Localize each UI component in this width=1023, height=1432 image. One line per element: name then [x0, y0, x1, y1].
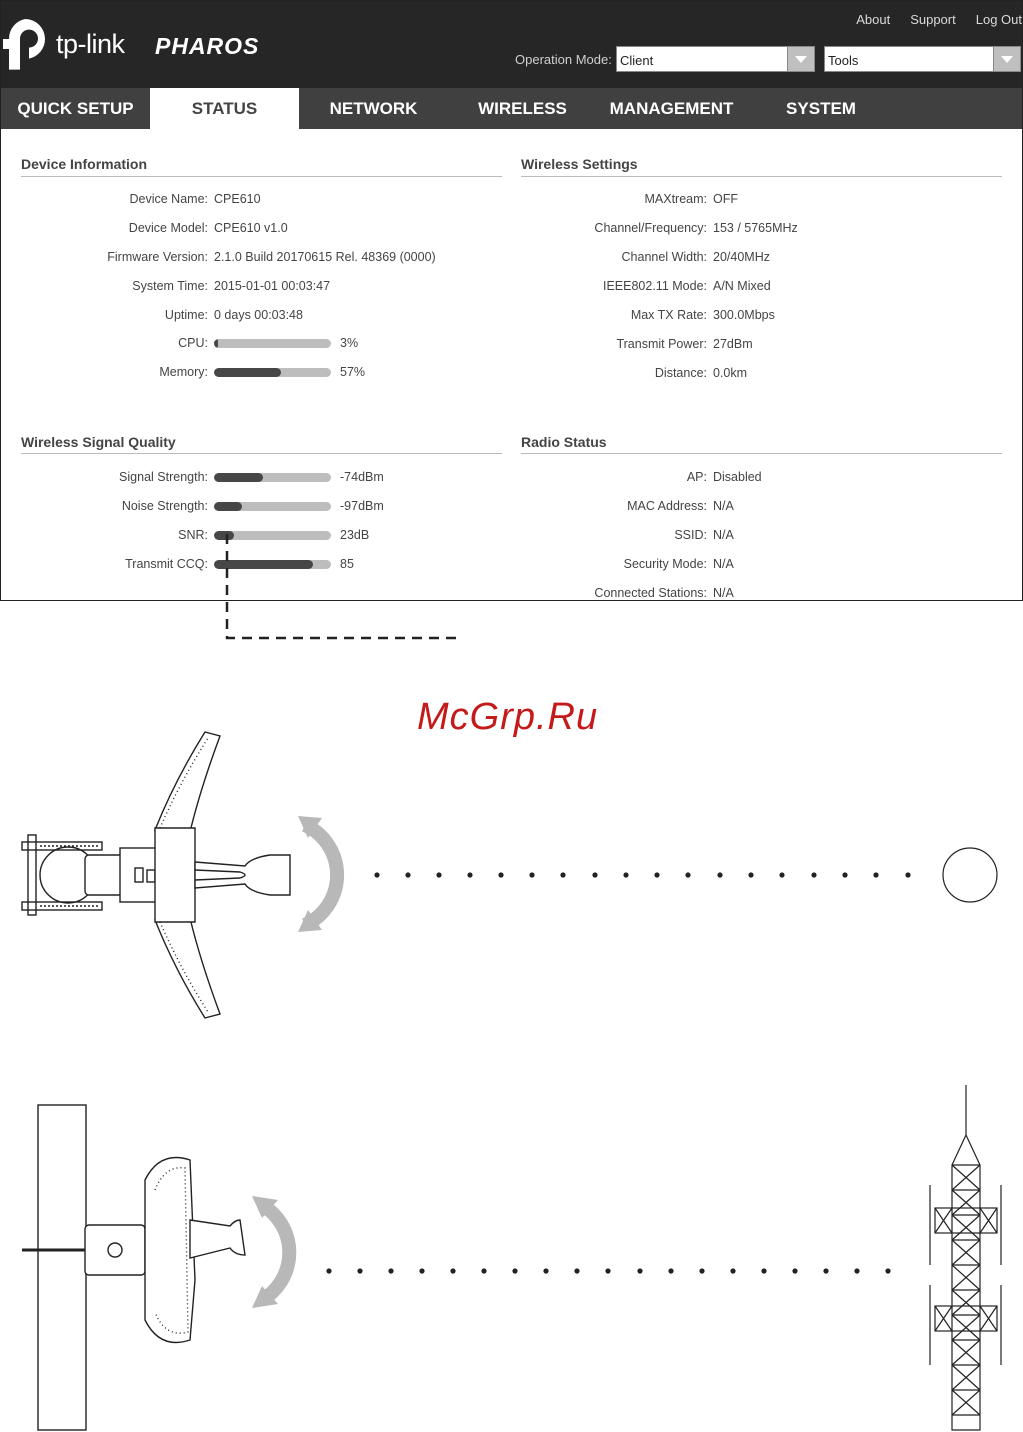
field-value: CPE610: [214, 192, 261, 206]
tab-system[interactable]: SYSTEM: [786, 99, 856, 118]
field-value: -74dBm: [340, 470, 384, 484]
field-label: Channel/Frequency:: [594, 221, 707, 235]
wall-mount-alignment-illustration: [0, 1080, 1023, 1432]
watermark-text: McGrp.Ru: [417, 696, 599, 738]
field-label: Distance:: [654, 366, 707, 380]
cpu-label: CPU:: [178, 336, 208, 350]
field-value: 2.1.0 Build 20170615 Rel. 48369 (0000): [214, 250, 436, 264]
field-label: SNR:: [178, 528, 208, 542]
field-value: A/N Mixed: [713, 279, 771, 293]
field-label: Transmit Power:: [616, 337, 707, 351]
radio-status-title: Radio Status: [521, 434, 607, 450]
field-label: IEEE802.11 Mode:: [602, 279, 707, 293]
tab-wireless[interactable]: WIRELESS: [478, 99, 567, 118]
field-label: Security Mode:: [623, 557, 707, 571]
field-label: Noise Strength:: [121, 499, 208, 513]
field-value: 20/40MHz: [713, 250, 770, 264]
memory-label: Memory:: [159, 365, 208, 379]
field-label: Firmware Version:: [107, 250, 208, 264]
field-value: 153 / 5765MHz: [713, 221, 798, 235]
snr-callout-line: [0, 0, 1023, 650]
tower-icon: [930, 1085, 1001, 1430]
operation-mode-value: Client: [620, 53, 654, 68]
field-value: N/A: [713, 586, 734, 600]
brand-name: tp-link: [56, 29, 125, 59]
field-value: 300.0Mbps: [713, 308, 775, 322]
field-value: 0 days 00:03:48: [214, 308, 303, 322]
tab-management[interactable]: MANAGEMENT: [609, 99, 734, 118]
support-link[interactable]: Support: [910, 12, 956, 27]
field-value: 85: [340, 557, 354, 571]
field-label: Max TX Rate:: [630, 308, 707, 322]
pole-mount-alignment-illustration: [0, 720, 1023, 1040]
field-label: MAC Address:: [627, 499, 707, 513]
field-label: MAXtream:: [644, 192, 707, 206]
field-label: System Time:: [132, 279, 208, 293]
field-label: Device Name:: [129, 192, 208, 206]
field-value: CPE610 v1.0: [214, 221, 288, 235]
field-label: Transmit CCQ:: [125, 557, 208, 571]
field-label: SSID:: [674, 528, 707, 542]
wireless-settings-title: Wireless Settings: [521, 156, 638, 172]
field-value: Disabled: [713, 470, 762, 484]
tools-value: Tools: [828, 53, 859, 68]
field-label: Signal Strength:: [119, 470, 208, 484]
field-label: Uptime:: [164, 308, 208, 322]
tab-network[interactable]: NETWORK: [329, 99, 418, 118]
cpu-value: 3%: [340, 336, 359, 350]
field-label: Channel Width:: [621, 250, 707, 264]
field-label: Device Model:: [128, 221, 208, 235]
operation-mode-label: Operation Mode:: [515, 52, 612, 67]
field-label: Connected Stations:: [594, 586, 707, 600]
field-value: OFF: [713, 192, 738, 206]
field-value: N/A: [713, 528, 734, 542]
about-link[interactable]: About: [856, 12, 891, 27]
field-label: AP:: [686, 470, 707, 484]
field-value: 27dBm: [713, 337, 753, 351]
memory-value: 57%: [340, 365, 366, 379]
logout-link[interactable]: Log Out: [975, 12, 1022, 27]
field-value: 0.0km: [713, 366, 748, 380]
field-value: N/A: [713, 557, 734, 571]
tab-status[interactable]: STATUS: [150, 88, 299, 130]
field-value: -97dBm: [340, 499, 384, 513]
signal-quality-title: Wireless Signal Quality: [21, 434, 176, 450]
product-name: PHAROS: [155, 33, 260, 59]
tab-quick-setup[interactable]: QUICK SETUP: [17, 99, 134, 118]
field-value: 2015-01-01 00:03:47: [214, 279, 331, 293]
device-information-title: Device Information: [21, 156, 148, 172]
field-value: 23dB: [340, 528, 370, 542]
field-value: N/A: [713, 499, 734, 513]
